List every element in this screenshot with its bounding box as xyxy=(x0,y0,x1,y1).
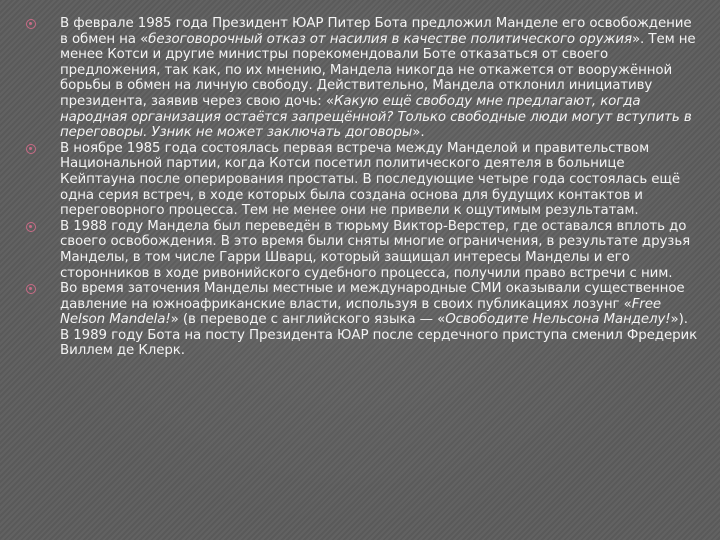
bullet-text: В феврале 1985 года Президент ЮАР Питер Бота предложил Манделе его освобождение в обмен на «безоговорочный отказ от насилия в качестве политического оружия». Тем не менее Котси и другие министры порекомендовали Боте отказаться от своего предложения, так как, по их мнению, Мандела никогда не откажется от вооружённой борьбы в обмен на личную свободу. Действительно, Мандела отклонил инициативу президента, заявив через свою дочь: «Какую ещё свободу мне предлагают, когда народная организация остаётся запрещённой? Только свободные люди могут вступить в переговоры. Узник не может заключать договоры». xyxy=(60,16,696,141)
circle-bullet-icon xyxy=(26,284,36,294)
circle-bullet-icon xyxy=(26,222,36,232)
bullet-item-media-pressure xyxy=(26,281,698,359)
bullet-item-1985-meeting xyxy=(26,141,698,219)
quote-italic: Какую ещё свободу мне предлагают, когда народная организация остаётся запрещённой? Только свободные люди могут вступить в переговоры. Узник не может заключать договоры xyxy=(60,93,692,141)
quote-italic: Освободите Нельсона Манделу! xyxy=(445,312,671,328)
circle-bullet-icon xyxy=(26,144,36,154)
quote-italic: безоговорочный отказ от насилия в качестве политического оружия xyxy=(148,31,632,47)
bullet-text: В 1988 году Мандела был переведён в тюрьму Виктор-Верстер, где оставался вплоть до своего освобождения. В это время были сняты многие ограничения, в результате друзья Манделы, в том числе Гарри Шварц, который защищал интересы Манделы и его сторонников в ходе ривонийского судебного процесса, получили право встречи с ним. xyxy=(60,218,691,281)
bullet-text: Во время заточения Манделы местные и международные СМИ оказывали существенное давление на южноафриканские власти, используя в своих публикациях лозунг «Free Nelson Mandela!» (в переводе с английского языка — «Освободите Нельсона Манделу!»). В 1989 году Бота на посту Президента ЮАР после сердечного приступа сменил Фредерик Виллем де Клерк. xyxy=(60,281,698,359)
quote-italic: Free Nelson Mandela! xyxy=(60,296,661,328)
bullet-list xyxy=(26,16,698,359)
bullet-item-1985-offer xyxy=(26,16,698,141)
bullet-item-1988-prison xyxy=(26,219,698,281)
circle-bullet-icon xyxy=(26,19,36,29)
bullet-text: В ноябре 1985 года состоялась первая встреча между Манделой и правительством Национальной партии, когда Котси посетил политического деятеля в больнице Кейптауна после оперирования простаты. В последующие четыре года состоялась ещё одна серия встреч, в ходе которых была создана основа для будущих контактов и переговорного процесса. Тем не менее они не привели к ощутимым результатам. xyxy=(60,140,681,219)
